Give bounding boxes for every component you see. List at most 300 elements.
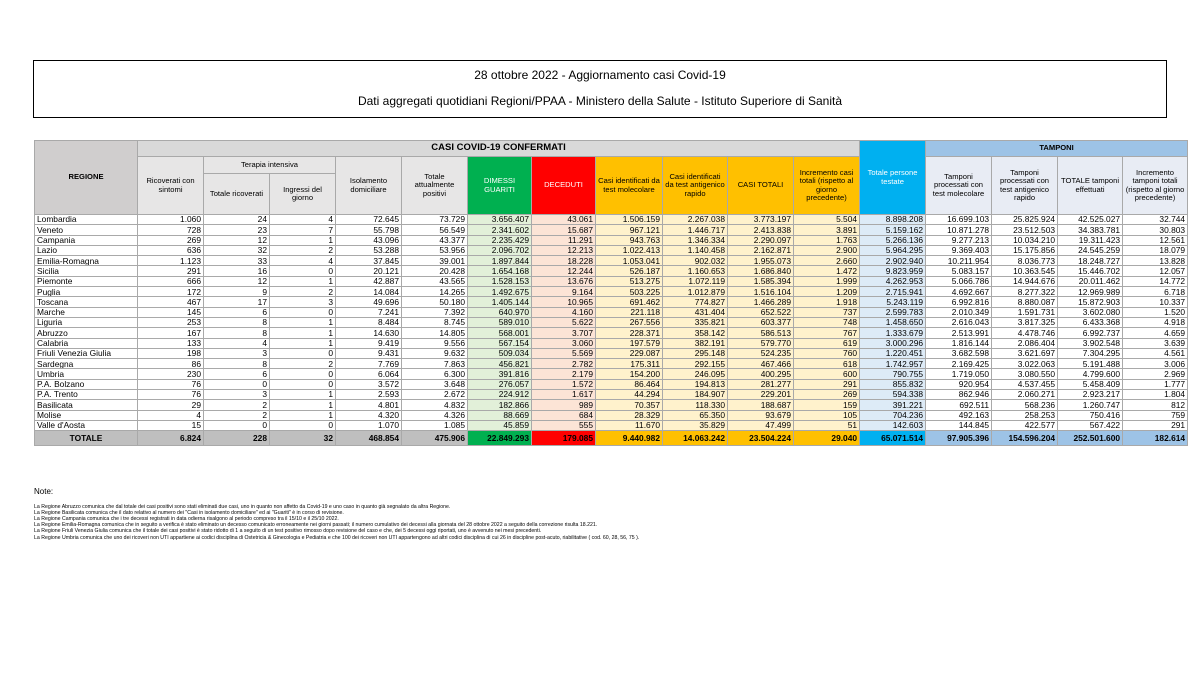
table-row <box>35 328 1188 338</box>
totals-cell: 32 <box>270 431 336 446</box>
table-cell: 2.923.217 <box>1058 390 1123 400</box>
table-cell: 1.528.153 <box>468 276 532 286</box>
table-cell: 37.845 <box>336 256 402 266</box>
table-cell: 579.770 <box>728 338 794 348</box>
header-regione: REGIONE <box>35 141 138 215</box>
table-cell: 230 <box>138 369 204 379</box>
table-cell: 0 <box>204 420 270 430</box>
table-row <box>35 266 1188 276</box>
table-cell: 145 <box>138 307 204 317</box>
table-row <box>35 215 1188 225</box>
totals-cell: 475.906 <box>402 431 468 446</box>
table-row <box>35 317 1188 327</box>
table-cell: 5.191.488 <box>1058 359 1123 369</box>
table-cell: 229.201 <box>728 390 794 400</box>
table-cell: 47.499 <box>728 420 794 430</box>
note-line: La Regione Emilia-Romagna comunica che in seguito a verifica è stato eliminato un decesso comunicato erroneamente nei giorni passati; il numero cumulativo dei decessi alla giornata del 28 ottobre 2022 a seguito della correzione risulta 18.221. <box>34 522 598 529</box>
table-cell: 4.561 <box>1123 348 1188 358</box>
region-name: Sicilia <box>35 266 138 276</box>
table-cell: 1 <box>270 276 336 286</box>
table-cell: 1.072.119 <box>663 276 728 286</box>
table-cell: 2.290.097 <box>728 235 794 245</box>
table-cell: 1.466.289 <box>728 297 794 307</box>
table-cell: 4.160 <box>532 307 596 317</box>
table-cell: 2.162.871 <box>728 245 794 255</box>
table-cell: 6.433.368 <box>1058 317 1123 327</box>
table-cell: 3 <box>204 348 270 358</box>
table-cell: 8.036.773 <box>992 256 1058 266</box>
table-cell: 1.333.679 <box>860 328 926 338</box>
table-cell: 2.341.602 <box>468 225 532 235</box>
table-cell: 14.772 <box>1123 276 1188 286</box>
table-cell: 2.413.838 <box>728 225 794 235</box>
report-date-title: 28 ottobre 2022 - Aggiornamento casi Covid-19 <box>474 68 726 82</box>
table-cell: 2.169.425 <box>926 359 992 369</box>
table-cell: 1.686.840 <box>728 266 794 276</box>
table-cell: 142.603 <box>860 420 926 430</box>
table-cell: 1.617 <box>532 390 596 400</box>
table-cell: 382.191 <box>663 338 728 348</box>
region-name: Molise <box>35 410 138 420</box>
table-cell: 8.880.087 <box>992 297 1058 307</box>
header-isolamento: Isolamento domiciliare <box>336 157 402 215</box>
table-cell: 53.288 <box>336 245 402 255</box>
table-cell: 35.829 <box>663 420 728 430</box>
region-name: Lazio <box>35 245 138 255</box>
table-row <box>35 235 1188 245</box>
table-row <box>35 348 1188 358</box>
region-name: Umbria <box>35 369 138 379</box>
table-cell: 567.154 <box>468 338 532 348</box>
table-cell: 1.209 <box>794 287 860 297</box>
table-cell: 1.070 <box>336 420 402 430</box>
table-cell: 15.687 <box>532 225 596 235</box>
table-cell: 43.061 <box>532 215 596 225</box>
table-cell: 2.616.043 <box>926 317 992 327</box>
table-cell: 4.832 <box>402 400 468 410</box>
table-cell: 44.294 <box>596 390 663 400</box>
note-line: La Regione Umbria comunica che uno dei ricoveri non UTI appartiene ai codici disciplina di Ostetricia & Ginecologia e Pediatria e che 100 dei ricoveri non UTI appartengono ad altri codici disciplina di cui 26 in discipline post-acuto, riabilitative ( cod. 60, 28, 56, 75 ). <box>34 534 640 541</box>
table-cell: 269 <box>794 390 860 400</box>
table-cell: 750.416 <box>1058 410 1123 420</box>
region-name: Calabria <box>35 338 138 348</box>
table-cell: 118.330 <box>663 400 728 410</box>
table-cell: 524.235 <box>728 348 794 358</box>
table-cell: 1.585.394 <box>728 276 794 286</box>
table-cell: 34.383.781 <box>1058 225 1123 235</box>
table-cell: 1.123 <box>138 256 204 266</box>
table-cell: 586.513 <box>728 328 794 338</box>
table-cell: 16.699.103 <box>926 215 992 225</box>
table-cell: 13.828 <box>1123 256 1188 266</box>
table-cell: 12.244 <box>532 266 596 276</box>
table-cell: 281.277 <box>728 379 794 389</box>
table-cell: 3.902.548 <box>1058 338 1123 348</box>
table-cell: 1.742.957 <box>860 359 926 369</box>
table-cell: 14.265 <box>402 287 468 297</box>
table-cell: 2.672 <box>402 390 468 400</box>
table-cell: 767 <box>794 328 860 338</box>
table-cell: 3.006 <box>1123 359 1188 369</box>
table-cell: 2.599.783 <box>860 307 926 317</box>
table-cell: 1 <box>270 410 336 420</box>
table-cell: 10.363.545 <box>992 266 1058 276</box>
table-cell: 8 <box>204 317 270 327</box>
totals-cell: 9.440.982 <box>596 431 663 446</box>
table-cell: 5.243.119 <box>860 297 926 307</box>
table-cell: 760 <box>794 348 860 358</box>
table-cell: 2 <box>204 410 270 420</box>
table-cell: 56.549 <box>402 225 468 235</box>
table-cell: 45.859 <box>468 420 532 430</box>
table-cell: 3 <box>270 297 336 307</box>
table-cell: 25.825.924 <box>992 215 1058 225</box>
table-cell: 9.419 <box>336 338 402 348</box>
table-cell: 28.329 <box>596 410 663 420</box>
table-cell: 14.630 <box>336 328 402 338</box>
table-cell: 7.392 <box>402 307 468 317</box>
report-title-box <box>33 60 1167 118</box>
table-cell: 391.221 <box>860 400 926 410</box>
table-cell: 8.745 <box>402 317 468 327</box>
table-cell: 133 <box>138 338 204 348</box>
table-cell: 4.320 <box>336 410 402 420</box>
table-cell: 652.522 <box>728 307 794 317</box>
table-cell: 1.918 <box>794 297 860 307</box>
header-casi-molecolare: Casi identificati da test molecolare <box>596 157 663 215</box>
table-cell: 0 <box>270 348 336 358</box>
table-cell: 14.084 <box>336 287 402 297</box>
table-cell: 737 <box>794 307 860 317</box>
table-cell: 5.504 <box>794 215 860 225</box>
notes-section <box>34 489 1164 541</box>
report-source-title: Dati aggregati quotidiani Regioni/PPAA - Ministero della Salute - Istituto Superiore di Sanità <box>357 94 843 108</box>
table-cell: 4.918 <box>1123 317 1188 327</box>
table-cell: 636 <box>138 245 204 255</box>
totals-cell: 228 <box>204 431 270 446</box>
table-cell: 2.235.429 <box>468 235 532 245</box>
table-cell: 4.326 <box>402 410 468 420</box>
table-cell: 11.291 <box>532 235 596 245</box>
table-cell: 5.458.409 <box>1058 379 1123 389</box>
table-cell: 8 <box>204 359 270 369</box>
table-cell: 194.813 <box>663 379 728 389</box>
table-cell: 224.912 <box>468 390 532 400</box>
table-cell: 619 <box>794 338 860 348</box>
table-cell: 6.992.816 <box>926 297 992 307</box>
table-cell: 1.053.041 <box>596 256 663 266</box>
table-cell: 812 <box>1123 400 1188 410</box>
header-terapia-intensiva: Terapia intensiva <box>204 157 336 174</box>
table-cell: 6.300 <box>402 369 468 379</box>
table-cell: 33 <box>204 256 270 266</box>
table-cell: 902.032 <box>663 256 728 266</box>
table-cell: 2.593 <box>336 390 402 400</box>
table-cell: 6.064 <box>336 369 402 379</box>
table-cell: 258.253 <box>992 410 1058 420</box>
table-cell: 589.010 <box>468 317 532 327</box>
table-cell: 1.999 <box>794 276 860 286</box>
table-row <box>35 420 1188 430</box>
table-cell: 684 <box>532 410 596 420</box>
table-cell: 291 <box>1123 420 1188 430</box>
table-cell: 358.142 <box>663 328 728 338</box>
table-cell: 335.821 <box>663 317 728 327</box>
table-cell: 862.946 <box>926 390 992 400</box>
table-cell: 10.965 <box>532 297 596 307</box>
table-cell: 55.798 <box>336 225 402 235</box>
table-cell: 10.871.278 <box>926 225 992 235</box>
table-cell: 603.377 <box>728 317 794 327</box>
table-row <box>35 225 1188 235</box>
note-line: La Regione Basilicata comunica che il dato relativo al numero dei "Casi in isolamento domiciliare" ed ai "Guariti" è in corso di revisione. <box>34 510 344 517</box>
totals-cell: 182.614 <box>1123 431 1188 446</box>
header-casi-confermati: CASI COVID-19 CONFERMATI <box>138 141 860 157</box>
table-cell: 3.648 <box>402 379 468 389</box>
table-cell: 1 <box>270 390 336 400</box>
table-cell: 9.823.959 <box>860 266 926 276</box>
region-name: Basilicata <box>35 400 138 410</box>
table-row <box>35 390 1188 400</box>
table-cell: 13.676 <box>532 276 596 286</box>
table-cell: 172 <box>138 287 204 297</box>
table-cell: 2.010.349 <box>926 307 992 317</box>
table-cell: 1.012.879 <box>663 287 728 297</box>
table-cell: 3.060 <box>532 338 596 348</box>
table-cell: 43.565 <box>402 276 468 286</box>
table-cell: 6 <box>204 307 270 317</box>
table-cell: 8.898.208 <box>860 215 926 225</box>
table-cell: 12.969.989 <box>1058 287 1123 297</box>
table-cell: 182.866 <box>468 400 532 410</box>
table-cell: 197.579 <box>596 338 663 348</box>
table-cell: 2.513.991 <box>926 328 992 338</box>
table-cell: 14.805 <box>402 328 468 338</box>
table-cell: 5.964.295 <box>860 245 926 255</box>
table-cell: 4.262.953 <box>860 276 926 286</box>
table-cell: 86.464 <box>596 379 663 389</box>
table-cell: 5.622 <box>532 317 596 327</box>
table-cell: 49.696 <box>336 297 402 307</box>
totals-cell: 22.849.293 <box>468 431 532 446</box>
table-row <box>35 307 1188 317</box>
table-cell: 50.180 <box>402 297 468 307</box>
table-cell: 12 <box>204 235 270 245</box>
table-cell: 14.944.676 <box>992 276 1058 286</box>
table-cell: 1 <box>270 400 336 410</box>
covid-data-table <box>34 140 1188 446</box>
table-cell: 467.466 <box>728 359 794 369</box>
table-cell: 30.803 <box>1123 225 1188 235</box>
table-cell: 1.506.159 <box>596 215 663 225</box>
table-cell: 6 <box>204 369 270 379</box>
table-cell: 503.225 <box>596 287 663 297</box>
table-cell: 4.537.455 <box>992 379 1058 389</box>
table-cell: 3.000.296 <box>860 338 926 348</box>
table-cell: 10.211.954 <box>926 256 992 266</box>
table-row <box>35 256 1188 266</box>
region-name: Veneto <box>35 225 138 235</box>
table-cell: 15.872.903 <box>1058 297 1123 307</box>
table-cell: 32 <box>204 245 270 255</box>
table-cell: 1.260.747 <box>1058 400 1123 410</box>
table-cell: 105 <box>794 410 860 420</box>
region-name: P.A. Trento <box>35 390 138 400</box>
table-cell: 7.241 <box>336 307 402 317</box>
table-row <box>35 338 1188 348</box>
table-cell: 93.679 <box>728 410 794 420</box>
table-cell: 76 <box>138 390 204 400</box>
table-cell: 7.304.295 <box>1058 348 1123 358</box>
header-tamponi-molecolare: Tamponi processati con test molecolare <box>926 157 992 215</box>
region-name: Liguria <box>35 317 138 327</box>
table-cell: 42.525.027 <box>1058 215 1123 225</box>
table-cell: 3.621.697 <box>992 348 1058 358</box>
region-name: Abruzzo <box>35 328 138 338</box>
totals-cell: 468.854 <box>336 431 402 446</box>
region-name: Puglia <box>35 287 138 297</box>
table-cell: 73.729 <box>402 215 468 225</box>
header-totale-ricoverati: Totale ricoverati <box>204 174 270 215</box>
region-name: Lombardia <box>35 215 138 225</box>
table-cell: 12 <box>204 276 270 286</box>
table-cell: 1 <box>270 328 336 338</box>
table-cell: 774.827 <box>663 297 728 307</box>
table-cell: 748 <box>794 317 860 327</box>
table-cell: 1 <box>270 235 336 245</box>
table-cell: 1.492.675 <box>468 287 532 297</box>
table-cell: 1.022.413 <box>596 245 663 255</box>
region-name: Campania <box>35 235 138 245</box>
table-row <box>35 369 1188 379</box>
table-cell: 513.275 <box>596 276 663 286</box>
table-cell: 221.118 <box>596 307 663 317</box>
table-cell: 989 <box>532 400 596 410</box>
table-cell: 567.422 <box>1058 420 1123 430</box>
table-cell: 1.591.731 <box>992 307 1058 317</box>
table-cell: 188.687 <box>728 400 794 410</box>
table-cell: 1.516.104 <box>728 287 794 297</box>
table-cell: 0 <box>270 420 336 430</box>
table-cell: 0 <box>204 379 270 389</box>
table-cell: 855.832 <box>860 379 926 389</box>
table-cell: 509.034 <box>468 348 532 358</box>
note-line: La Regione Abruzzo comunica che dal totale dei casi positivi sono stati eliminati due casi, uno in quanto non affetto da Covid-19 e uno caso in quanto già segnalato da altra Regione. <box>34 504 451 511</box>
table-cell: 4.478.746 <box>992 328 1058 338</box>
table-cell: 431.404 <box>663 307 728 317</box>
table-cell: 17 <box>204 297 270 307</box>
table-cell: 2.060.271 <box>992 390 1058 400</box>
table-cell: 2.782 <box>532 359 596 369</box>
table-cell: 267.556 <box>596 317 663 327</box>
table-row <box>35 410 1188 420</box>
table-cell: 1.472 <box>794 266 860 276</box>
table-cell: 2 <box>270 359 336 369</box>
table-cell: 1.763 <box>794 235 860 245</box>
table-cell: 18.079 <box>1123 245 1188 255</box>
region-name: Sardegna <box>35 359 138 369</box>
table-row <box>35 276 1188 286</box>
table-cell: 16 <box>204 266 270 276</box>
table-cell: 3.602.080 <box>1058 307 1123 317</box>
header-incremento-casi: Incremento casi totali (rispetto al giorno precedente) <box>794 157 860 215</box>
table-cell: 600 <box>794 369 860 379</box>
table-cell: 943.763 <box>596 235 663 245</box>
table-cell: 0 <box>270 379 336 389</box>
table-cell: 184.907 <box>663 390 728 400</box>
table-cell: 4.692.667 <box>926 287 992 297</box>
table-cell: 2.969 <box>1123 369 1188 379</box>
table-cell: 20.011.462 <box>1058 276 1123 286</box>
table-cell: 2 <box>204 400 270 410</box>
table-row <box>35 245 1188 255</box>
table-cell: 20.121 <box>336 266 402 276</box>
table-cell: 1.719.050 <box>926 369 992 379</box>
table-cell: 3.022.063 <box>992 359 1058 369</box>
header-totale-positivi: Totale attualmente positivi <box>402 157 468 215</box>
table-cell: 12.057 <box>1123 266 1188 276</box>
table-cell: 4.801 <box>336 400 402 410</box>
table-cell: 1 <box>270 338 336 348</box>
table-cell: 759 <box>1123 410 1188 420</box>
table-cell: 3.572 <box>336 379 402 389</box>
table-cell: 6.718 <box>1123 287 1188 297</box>
table-cell: 4.659 <box>1123 328 1188 338</box>
header-totale-tamponi: TOTALE tamponi effettuati <box>1058 157 1123 215</box>
table-cell: 2 <box>270 287 336 297</box>
table-cell: 51 <box>794 420 860 430</box>
table-cell: 70.357 <box>596 400 663 410</box>
table-cell: 3.773.197 <box>728 215 794 225</box>
table-cell: 291 <box>138 266 204 276</box>
note-line: La Regione Campania comunica che i tre decessi registrati in data odierna risalgono al periodo compreso tra il 15/10 e il 25/10 2022. <box>34 516 339 523</box>
table-cell: 2.096.702 <box>468 245 532 255</box>
table-cell: 4 <box>138 410 204 420</box>
table-cell: 18.248.727 <box>1058 256 1123 266</box>
table-cell: 23.512.503 <box>992 225 1058 235</box>
table-cell: 526.187 <box>596 266 663 276</box>
table-cell: 400.295 <box>728 369 794 379</box>
table-cell: 2.902.940 <box>860 256 926 266</box>
table-cell: 43.096 <box>336 235 402 245</box>
table-cell: 9.164 <box>532 287 596 297</box>
table-cell: 1.897.844 <box>468 256 532 266</box>
table-cell: 568.001 <box>468 328 532 338</box>
table-cell: 291 <box>794 379 860 389</box>
totals-cell: 252.501.600 <box>1058 431 1123 446</box>
table-cell: 1.085 <box>402 420 468 430</box>
region-name: Friuli Venezia Giulia <box>35 348 138 358</box>
table-cell: 422.577 <box>992 420 1058 430</box>
table-cell: 9.556 <box>402 338 468 348</box>
table-cell: 2.267.038 <box>663 215 728 225</box>
table-cell: 1 <box>270 317 336 327</box>
table-cell: 253 <box>138 317 204 327</box>
table-cell: 15.175.856 <box>992 245 1058 255</box>
table-cell: 72.645 <box>336 215 402 225</box>
table-cell: 1.654.168 <box>468 266 532 276</box>
table-cell: 12.561 <box>1123 235 1188 245</box>
table-cell: 3 <box>204 390 270 400</box>
table-cell: 9.277.213 <box>926 235 992 245</box>
table-cell: 5.569 <box>532 348 596 358</box>
region-name: Emilia-Romagna <box>35 256 138 266</box>
table-cell: 5.083.157 <box>926 266 992 276</box>
table-cell: 10.034.210 <box>992 235 1058 245</box>
notes-title: Note: <box>34 487 54 496</box>
table-cell: 8 <box>204 328 270 338</box>
table-row <box>35 400 1188 410</box>
